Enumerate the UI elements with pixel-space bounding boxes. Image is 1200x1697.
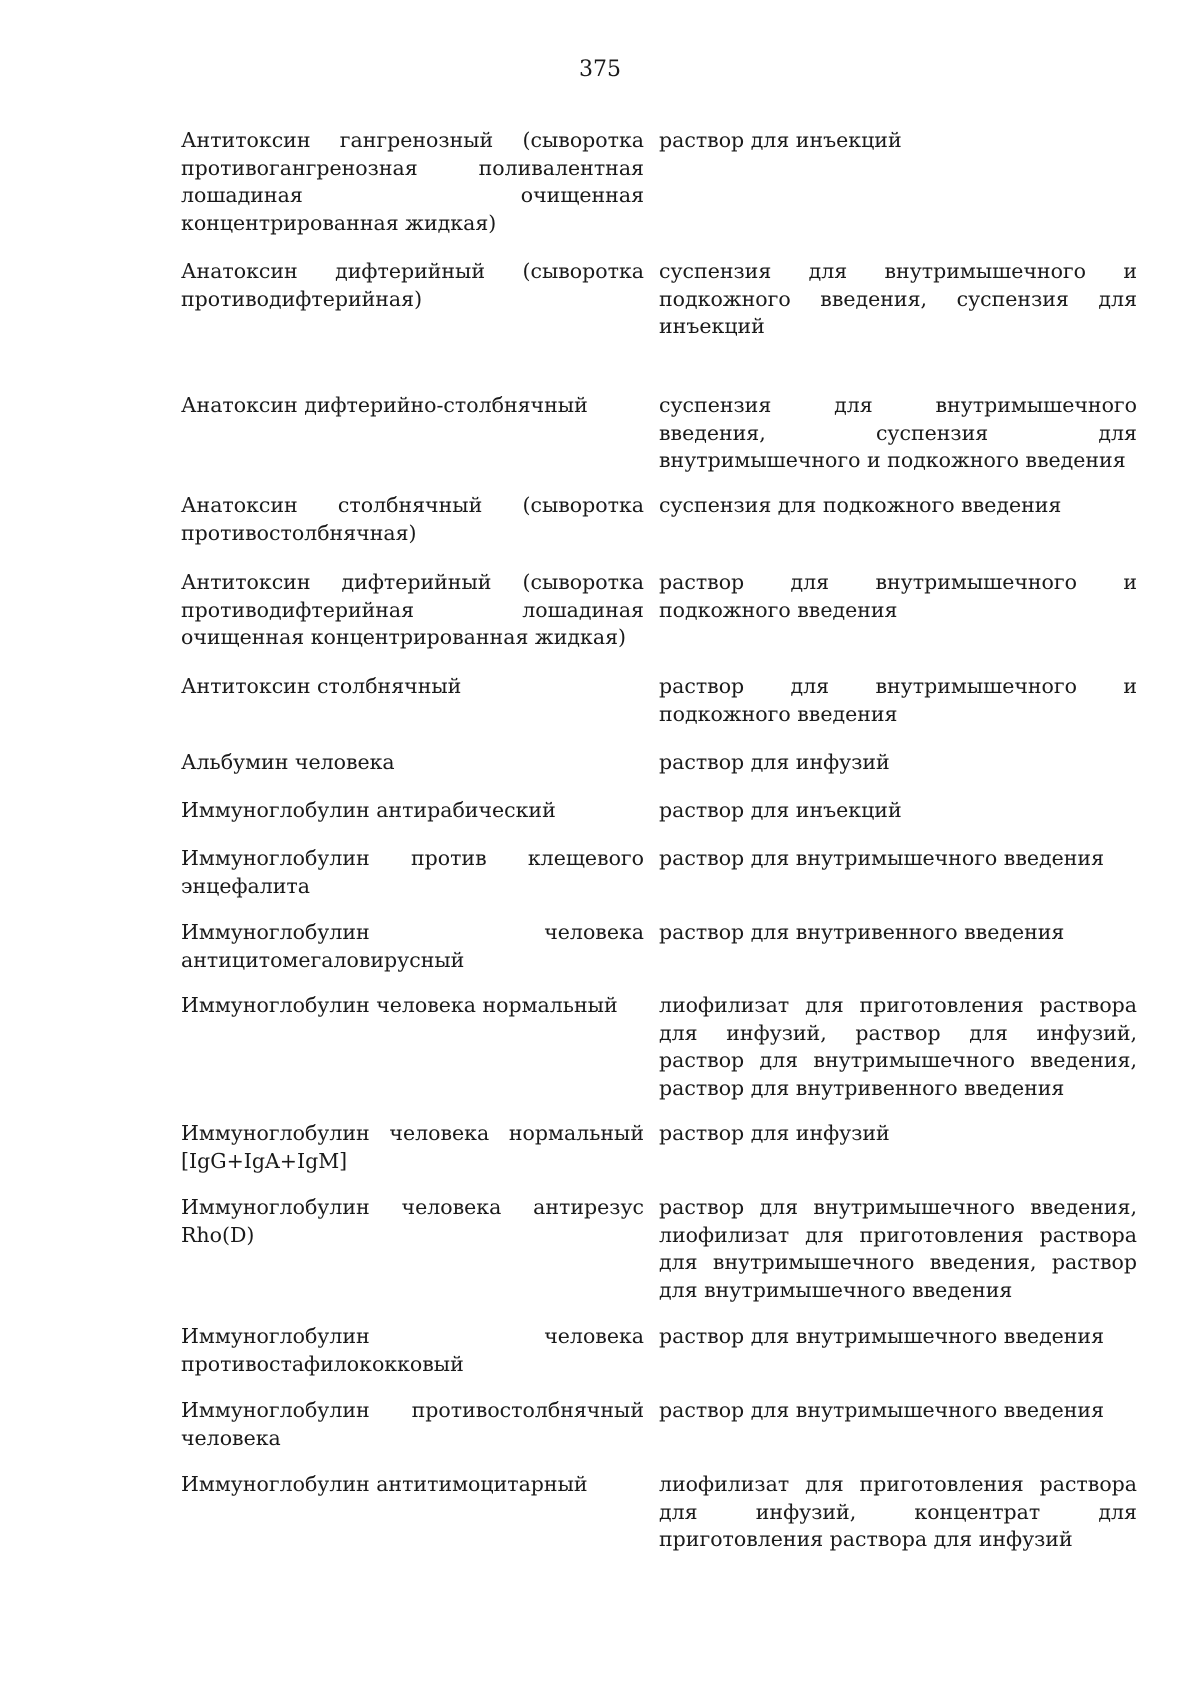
drug-name: Иммуноглобулин человека антирезус Rho(D)	[181, 1195, 644, 1247]
table-row	[181, 1120, 1137, 1194]
dosage-form: суспензия для подкожного введения	[659, 493, 1062, 517]
page-number: 375	[579, 57, 621, 82]
dosage-form: раствор для инфузий	[659, 1121, 890, 1145]
drug-name: Иммуноглобулин человека антицитомегаловирусный	[181, 920, 644, 972]
table-row	[181, 1471, 1137, 1571]
drug-name: Антитоксин дифтерийный (сыворотка противодифтерийная лошадиная очищенная концентрированная жидкая)	[181, 570, 644, 649]
dosage-form: лиофилизат для приготовления раствора для инфузий, концентрат для приготовления раствора для инфузий	[659, 1472, 1137, 1551]
dosage-form: суспензия для внутримышечного введения, суспензия для внутримышечного и подкожного введения	[659, 393, 1137, 472]
drug-name: Иммуноглобулин антитимоцитарный	[181, 1472, 588, 1496]
dosage-form: раствор для внутривенного введения	[659, 920, 1065, 944]
drug-name: Иммуноглобулин антирабический	[181, 798, 556, 822]
table-row	[181, 1194, 1137, 1323]
dosage-form: суспензия для внутримышечного и подкожного введения, суспензия для инъекций	[659, 259, 1137, 338]
table-row	[181, 797, 1137, 845]
dosage-form: раствор для внутримышечного введения	[659, 1324, 1105, 1348]
drug-name: Иммуноглобулин человека нормальный [IgG+IgA+IgM]	[181, 1121, 644, 1173]
dosage-form: раствор для внутримышечного введения	[659, 846, 1105, 870]
dosage-form: раствор для инъекций	[659, 798, 902, 822]
table-row	[181, 749, 1137, 797]
dosage-form: раствор для инъекций	[659, 128, 902, 152]
table-row	[181, 569, 1137, 673]
table-row	[181, 919, 1137, 992]
drug-name: Анатоксин дифтерийный (сыворотка противодифтерийная)	[181, 259, 644, 311]
dosage-form: раствор для внутримышечного и подкожного введения	[659, 570, 1137, 622]
drug-name: Анатоксин столбнячный (сыворотка противостолбнячная)	[181, 493, 644, 545]
table-row	[181, 392, 1137, 492]
drug-name: Иммуноглобулин противостолбнячный человека	[181, 1398, 644, 1450]
dosage-form: раствор для внутримышечного введения, лиофилизат для приготовления раствора для внутримышечного введения, раствор для внутримышечного введения	[659, 1195, 1137, 1302]
drug-table	[181, 127, 1137, 1571]
dosage-form: лиофилизат для приготовления раствора для инфузий, раствор для инфузий, раствор для внутримышечного введения, раствор для внутривенного введения	[659, 993, 1137, 1100]
drug-name: Альбумин человека	[181, 750, 395, 774]
drug-name: Антитоксин гангренозный (сыворотка противогангренозная поливалентная лошадиная очищенная концентрированная жидкая)	[181, 128, 644, 235]
drug-name: Иммуноглобулин человека противостафилококковый	[181, 1324, 644, 1376]
table-row	[181, 1397, 1137, 1471]
table-row	[181, 127, 1137, 258]
dosage-form: раствор для внутримышечного введения	[659, 1398, 1105, 1422]
drug-name: Иммуноглобулин человека нормальный	[181, 993, 618, 1017]
table-row	[181, 673, 1137, 749]
drug-name: Анатоксин дифтерийно-столбнячный	[181, 393, 588, 417]
table-row	[181, 492, 1137, 569]
dosage-form: раствор для внутримышечного и подкожного введения	[659, 674, 1137, 726]
table-row	[181, 992, 1137, 1120]
drug-name: Антитоксин столбнячный	[181, 674, 462, 698]
dosage-form: раствор для инфузий	[659, 750, 890, 774]
table-row	[181, 258, 1137, 392]
table-row	[181, 1323, 1137, 1397]
table-row	[181, 845, 1137, 919]
drug-name: Иммуноглобулин против клещевого энцефалита	[181, 846, 644, 898]
